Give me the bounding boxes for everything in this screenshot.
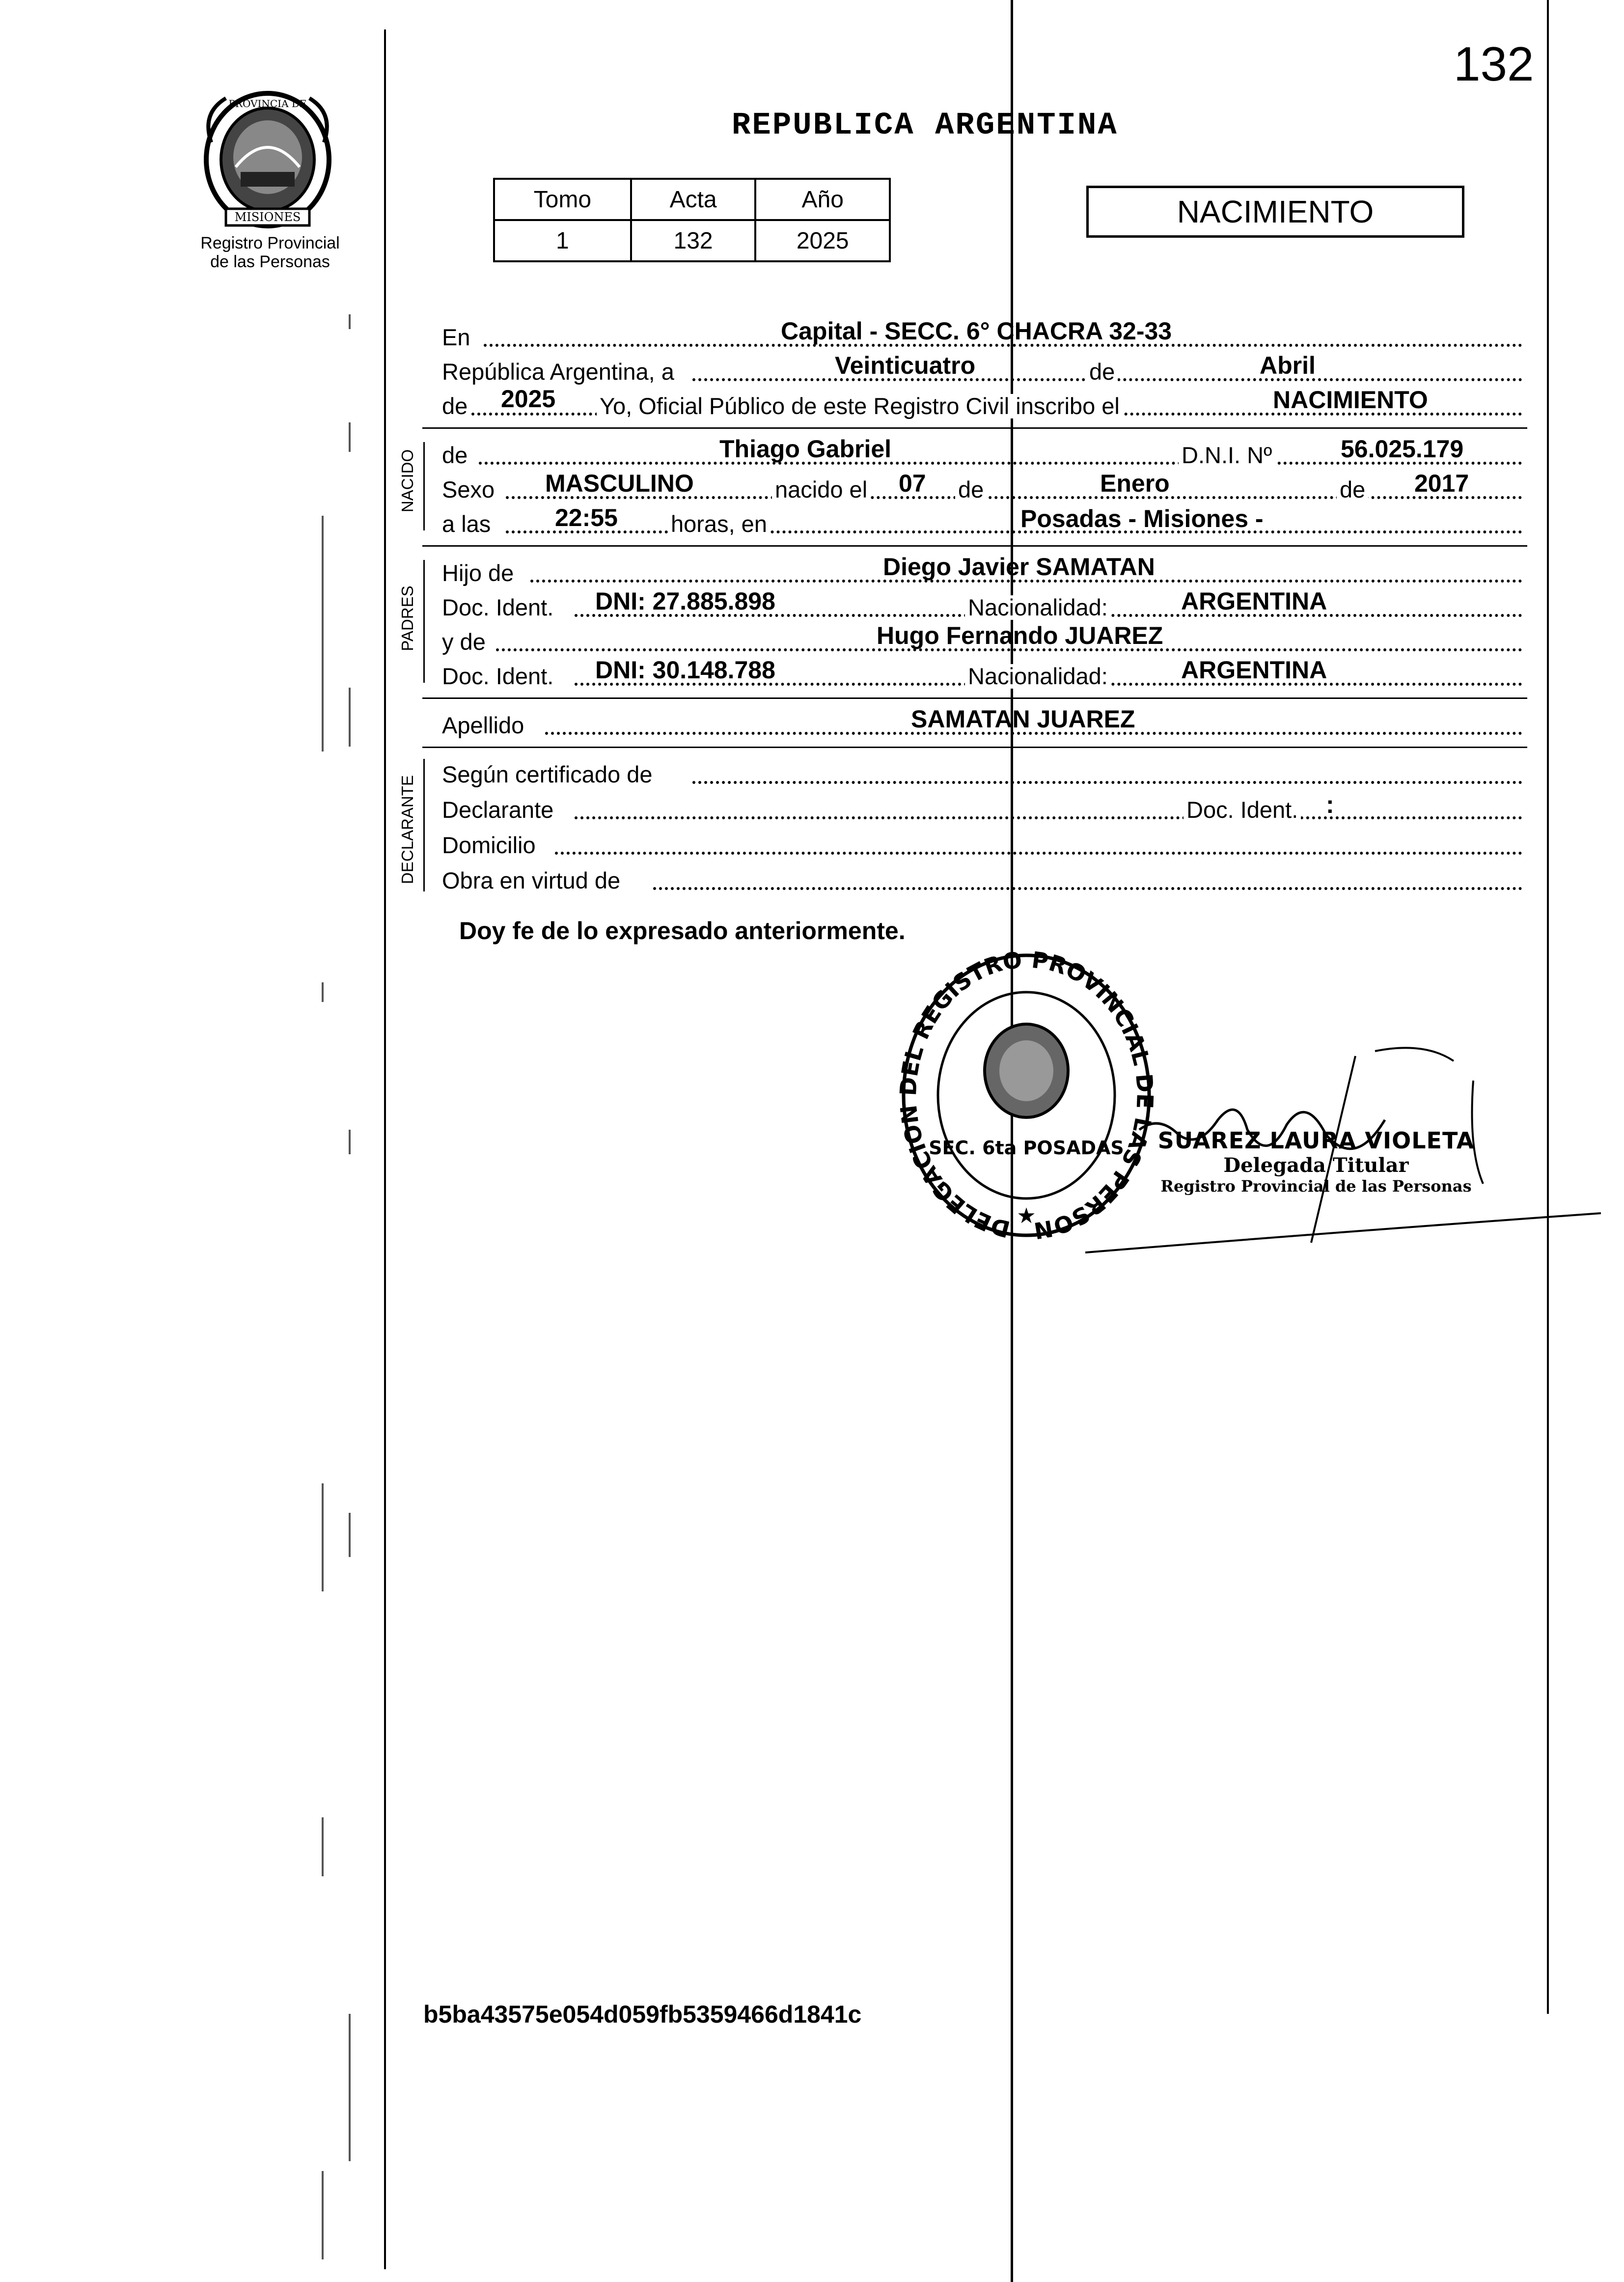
dotted-line <box>692 781 1522 784</box>
svg-text:PROVINCIA DE: PROVINCIA DE <box>228 98 307 110</box>
header-ano: Año <box>755 179 890 220</box>
nacionalidad-label: Nacionalidad: <box>965 664 1111 689</box>
value-acta: 132 <box>631 220 756 261</box>
section-bracket <box>423 560 425 683</box>
margin-mark <box>349 2014 351 2161</box>
domicilio-label: Domicilio <box>442 832 536 858</box>
de-label: de <box>442 394 470 418</box>
header-tomo: Tomo <box>494 179 631 220</box>
signer-organization: Registro Provincial de las Personas <box>1160 1177 1472 1196</box>
record-table <box>493 178 891 262</box>
certificado-label: Según certificado de <box>442 761 653 787</box>
registration-place: Capital - SECC. 6° CHACRA 32-33 <box>781 317 1172 345</box>
header-acta: Acta <box>631 179 756 220</box>
country-heading: REPUBLICA ARGENTINA <box>732 108 1118 143</box>
signature-block <box>1129 1127 1503 1196</box>
nacido-label: nacido el <box>772 477 870 502</box>
margin-mark <box>349 1513 351 1557</box>
document-hash: b5ba43575e054d059fb5359466d1841c <box>423 2001 862 2028</box>
dotted-line <box>653 887 1522 890</box>
province-emblem <box>196 83 339 231</box>
apellido-label: Apellido <box>442 712 524 738</box>
record-table-values <box>494 220 890 261</box>
declarante-side-label: DECLARANTE <box>398 775 416 884</box>
birth-time: 22:55 <box>555 504 618 531</box>
nacido-side-label: NACIDO <box>398 449 416 513</box>
section-bracket <box>423 759 425 891</box>
separator-line <box>422 747 1527 748</box>
margin-mark <box>322 1483 324 1591</box>
parent1-name: Diego Javier SAMATAN <box>883 553 1155 581</box>
registration-day: Veinticuatro <box>835 352 976 379</box>
doc-label: Doc. Ident. <box>1184 798 1301 822</box>
declarante-doc: : <box>1326 791 1334 818</box>
alas-label: a las <box>442 511 491 537</box>
surname: SAMATAN JUAREZ <box>911 705 1135 733</box>
record-table-header <box>494 179 890 220</box>
act-type: NACIMIENTO <box>1273 386 1428 414</box>
separator-line <box>422 545 1527 547</box>
en-label: En <box>442 324 470 350</box>
de-label: de <box>1337 477 1368 502</box>
separator-line <box>422 697 1527 699</box>
de-label: de <box>442 442 468 468</box>
svg-text:★: ★ <box>1017 1203 1036 1228</box>
birth-month: Enero <box>1100 470 1170 497</box>
margin-mark <box>322 2171 324 2259</box>
dni-label: D.N.I. Nº <box>1179 443 1275 468</box>
issuer-line-1: Registro Provincial <box>200 234 340 252</box>
republica-label: República Argentina, a <box>442 359 674 385</box>
birth-year: 2017 <box>1414 470 1469 497</box>
issuer-line-2: de las Personas <box>210 252 330 271</box>
separator-line <box>422 427 1527 429</box>
issuer-name <box>172 234 368 271</box>
margin-mark <box>349 688 351 747</box>
obra-label: Obra en virtud de <box>442 867 621 893</box>
de-label: de <box>1086 360 1118 384</box>
svg-text:MISIONES: MISIONES <box>234 210 301 224</box>
attestation-text: Doy fe de lo expresado anteriormente. <box>459 917 906 945</box>
margin-mark <box>322 516 324 751</box>
parent2-nationality: ARGENTINA <box>1181 656 1327 684</box>
registration-month: Abril <box>1260 352 1316 379</box>
left-margin-rule <box>384 29 386 2269</box>
child-sex: MASCULINO <box>545 470 694 497</box>
dotted-line <box>506 530 1522 533</box>
section-bracket <box>423 442 425 530</box>
margin-mark <box>322 1817 324 1876</box>
yde-label: y de <box>442 629 486 655</box>
registration-year: 2025 <box>501 385 556 413</box>
doc-label: Doc. Ident. <box>442 595 555 620</box>
parent1-nationality: ARGENTINA <box>1181 587 1327 615</box>
dotted-line <box>575 816 1522 819</box>
declarante-label: Declarante <box>442 797 554 823</box>
margin-mark <box>349 314 351 329</box>
right-margin-rule <box>1547 0 1549 2014</box>
margin-mark <box>349 1130 351 1154</box>
signer-title: Delegada Titular <box>1223 1154 1409 1177</box>
de-label: de <box>955 477 987 502</box>
horas-label: horas, en <box>668 512 770 536</box>
page-number: 132 <box>1454 37 1534 91</box>
sexo-label: Sexo <box>442 476 495 502</box>
birth-place: Posadas - Misiones - <box>1020 505 1264 532</box>
birth-day: 07 <box>899 470 926 497</box>
value-tomo: 1 <box>494 220 631 261</box>
child-dni: 56.025.179 <box>1341 435 1464 463</box>
hijo-label: Hijo de <box>442 560 514 586</box>
doc-label: Doc. Ident. <box>442 664 555 689</box>
padres-side-label: PADRES <box>398 585 416 651</box>
parent2-doc: DNI: 30.148.788 <box>595 656 775 684</box>
signer-name: SUAREZ LAURA VIOLETA <box>1157 1127 1475 1154</box>
margin-mark <box>322 982 324 1002</box>
svg-text:SEC. 6ta POSADAS: SEC. 6ta POSADAS <box>929 1137 1124 1159</box>
child-name: Thiago Gabriel <box>719 435 892 463</box>
margin-mark <box>349 422 351 452</box>
parent1-doc: DNI: 27.885.898 <box>595 587 775 615</box>
svg-text:DELEGACION DEL REGISTRO PROVIN: DELEGACIO EL REGISTRO PROVINCIAL LAS PERSON <box>899 948 1154 1243</box>
dotted-line <box>555 852 1522 855</box>
official-text: Yo, Oficial Público de este Registro Civil inscribo el <box>597 394 1123 418</box>
parent2-name: Hugo Fernando JUAREZ <box>877 622 1163 649</box>
value-ano: 2025 <box>755 220 890 261</box>
record-type-box: NACIMIENTO <box>1086 186 1464 238</box>
nacionalidad-label: Nacionalidad: <box>965 595 1111 620</box>
